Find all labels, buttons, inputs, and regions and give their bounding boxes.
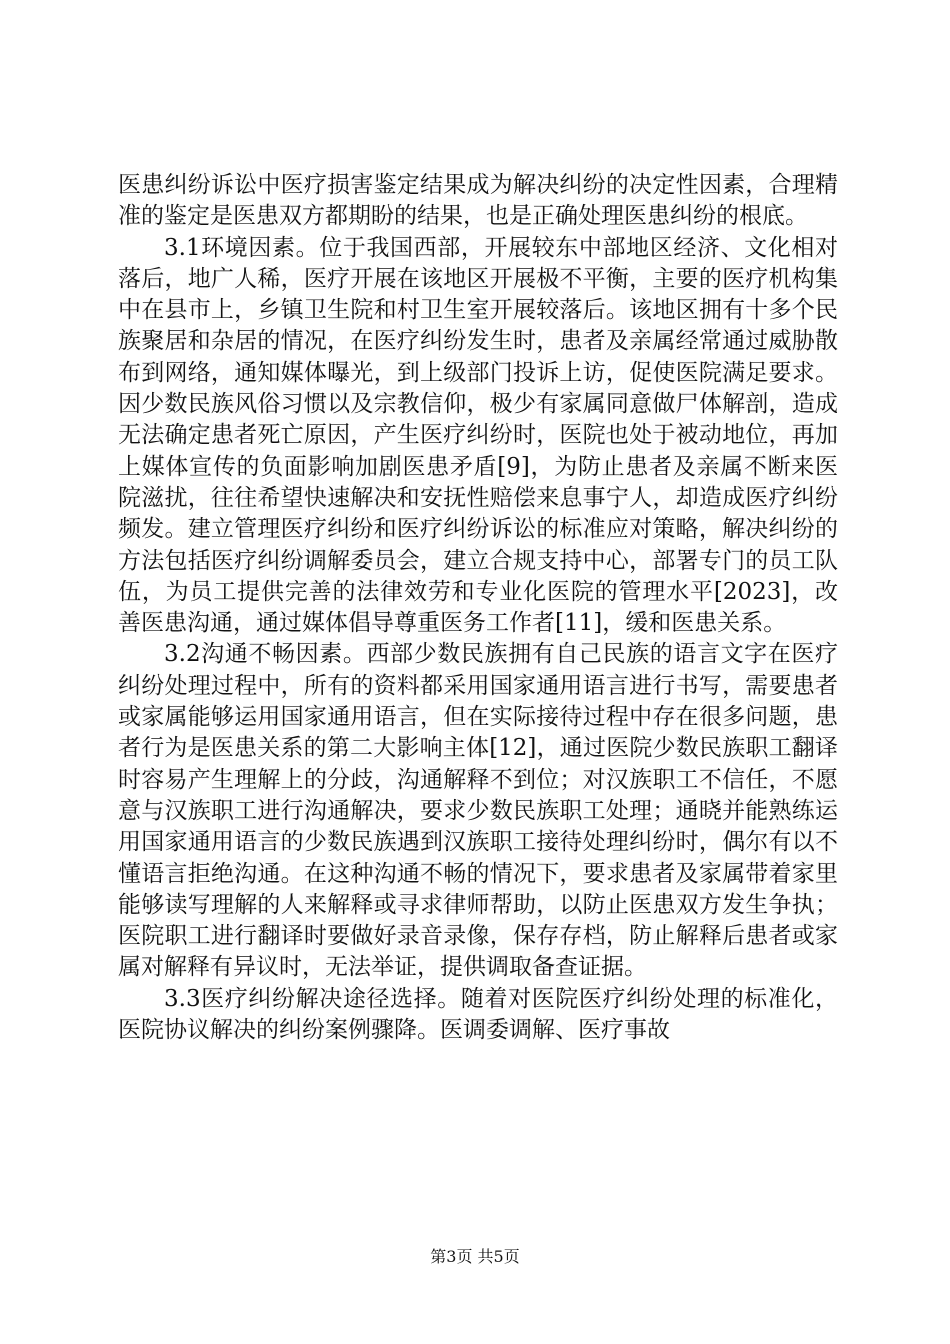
paragraph-intro: 医患纠纷诉讼中医疗损害鉴定结果成为解决纠纷的决定性因素，合理精准的鉴定是医患双方都期盼的结果，也是正确处理医患纠纷的根底。: [118, 172, 838, 230]
paragraph-3-1-environment: 3.1环境因素。位于我国西部，开展较东中部地区经济、文化相对落后，地广人稀，医疗开展在该地区开展极不平衡，主要的医疗机构集中在县市上，乡镇卫生院和村卫生室开展较落后。该地区拥有十多个民族聚居和杂居的情况，在医疗纠纷发生时，患者及亲属经常通过威胁散布到网络，通知媒体曝光，到上级部门投诉上访，促使医院满足要求。因少数民族风俗习惯以及宗教信仰，极少有家属同意做尸体解剖，造成无法确定患者死亡原因，产生医疗纠纷时，医院也处于被动地位，再加上媒体宣传的负面影响加剧医患矛盾[9]，为防止患者及亲属不断来医院滋扰，往往希望快速解决和安抚性赔偿来息事宁人，却造成医疗纠纷频发。建立管理医疗纠纷和医疗纠纷诉讼的标准应对策略，解决纠纷的方法包括医疗纠纷调解委员会，建立合规支持中心，部署专门的员工队伍，为员工提供完善的法律效劳和专业化医院的管理水平[2023]，改善医患沟通，通过媒体倡导尊重医务工作者[11]，缓和医患关系。: [118, 234, 838, 637]
paragraph-3-3-resolution: 3.3医疗纠纷解决途径选择。随着对医院医疗纠纷处理的标准化，医院协议解决的纠纷案例骤降。医调委调解、医疗事故: [118, 985, 838, 1044]
document-body: [118, 170, 838, 1046]
page-footer-number: 第3页 共5页: [430, 1247, 520, 1266]
paragraph-3-2-communication: 3.2沟通不畅因素。西部少数民族拥有自己民族的语言文字在医疗纠纷处理过程中，所有的资料都采用国家通用语言进行书写，需要患者或家属能够运用国家通用语言，但在实际接待过程中存在很多问题，患者行为是医患关系的第二大影响主体[12]，通过医院少数民族职工翻译时容易产生理解上的分歧，沟通解释不到位；对汉族职工不信任，不愿意与汉族职工进行沟通解决，要求少数民族职工处理；通晓并能熟练运用国家通用语言的少数民族遇到汉族职工接待处理纠纷时，偶尔有以不懂语言拒绝沟通。在这种沟通不畅的情况下，要求患者及家属带着家里能够读写理解的人来解释或寻求律师帮助，以防止医患双方发生争执；医院职工进行翻译时要做好录音录像，保存存档，防止解释后患者或家属对解释有异议时，无法举证，提供调取备查证据。: [118, 641, 838, 981]
